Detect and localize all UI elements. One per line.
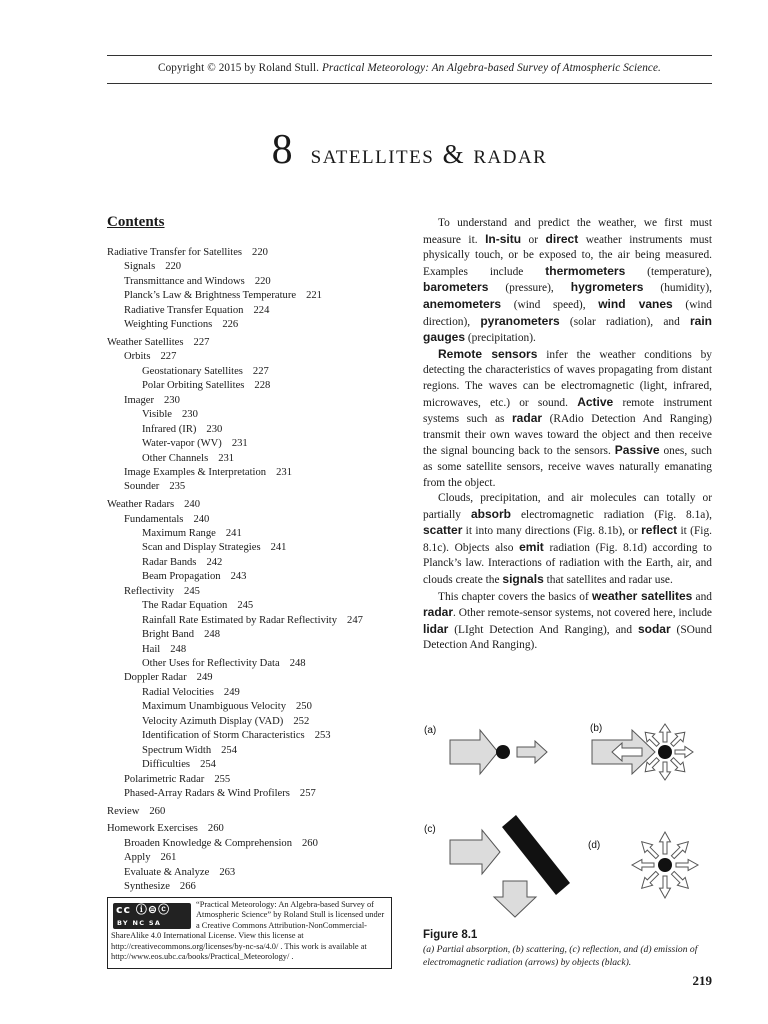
toc-entry <box>142 453 234 464</box>
toc-entry-page: 227 <box>193 336 210 348</box>
text-run: (LIght Detection And Ranging), and <box>448 623 638 636</box>
toc-entry-page: 243 <box>230 571 247 583</box>
toc-entry-page: 254 <box>221 744 238 756</box>
toc-entry <box>142 366 269 377</box>
toc-entry <box>124 586 200 597</box>
toc-entry <box>107 499 200 510</box>
toc-entry <box>142 571 246 582</box>
toc-entry-title: Scan and Display Strategies <box>142 542 261 554</box>
toc-entry <box>124 788 316 799</box>
toc-entry-title: Geostationary Satellites <box>142 365 243 377</box>
intro-paragraph-3 <box>423 491 712 589</box>
transmitted-arrow-a <box>517 741 547 763</box>
toc-entry-page: 257 <box>299 788 316 799</box>
toc-entry <box>124 319 238 330</box>
text-run: ones, such as some satellite sensors, receive waves naturally emanating from the object. <box>423 445 712 489</box>
toc-entry <box>124 467 292 478</box>
toc-entry-title: Doppler Radar <box>124 672 187 684</box>
toc-entry <box>124 672 213 683</box>
radiation-arrow <box>632 860 654 871</box>
toc-entry-title: Evaluate & Analyze <box>124 866 210 878</box>
figure-label-a: (a) <box>424 725 437 736</box>
toc-entry-title: Broaden Knowledge & Comprehension <box>124 837 292 849</box>
toc-entry-page: 240 <box>184 499 200 510</box>
toc-entry <box>124 305 269 316</box>
text-run: it into many directions (Fig. 8.1b), or <box>462 525 642 538</box>
toc-entry <box>142 542 286 553</box>
toc-entry-page: 230 <box>164 394 180 406</box>
toc-entry-title: Radiative Transfer Equation <box>124 304 244 316</box>
header-rule-top <box>107 55 712 56</box>
figure-caption-text: (a) Partial absorption, (b) scattering, (c) reflection, and (d) emission of electromagnetic radiation (arrows) by objects (black). <box>423 944 698 968</box>
toc-entry-page: 228 <box>254 380 271 392</box>
toc-entry-title: Orbits <box>124 351 151 363</box>
text-run: (precipitation). <box>465 332 536 345</box>
toc-entry-title: Imager <box>124 394 154 406</box>
bold-term: direct <box>545 231 579 246</box>
license-text: “Practical Meteorology: An Algebra-based Survey of Atmospheric Science” by Roland Stull is licensed under a Creative Commons Attribution-NonCommercial-ShareAlike 4.0 International License. View this license at http://creativecommons.org/licenses/by-nc-sa/4.0/ . This work is available at http://www.eos.ubc.ca/books/Practical_Meteorology/ . <box>111 900 385 962</box>
toc-entry <box>142 701 312 712</box>
text-run: that satellites and radar use. <box>543 574 673 587</box>
toc-entry <box>142 687 240 698</box>
toc-entry-page: 254 <box>200 759 216 771</box>
toc-entry <box>124 395 180 406</box>
text-run: (wind direction), <box>423 298 712 328</box>
bold-term: radar <box>423 605 454 620</box>
toc-entry-title: Sounder <box>124 481 160 493</box>
toc-entry-page: 263 <box>219 866 236 878</box>
radiation-arrow <box>660 832 671 854</box>
intro-paragraph-1 <box>423 216 712 347</box>
bold-term: reflect <box>641 523 678 538</box>
cc-badge-terms: BY NC SA <box>117 918 162 927</box>
toc-entry <box>124 276 271 287</box>
toc-entry-page: 252 <box>293 715 310 727</box>
toc-entry <box>142 409 198 420</box>
toc-entry-title: The Radar Equation <box>142 600 228 612</box>
toc-entry <box>124 261 181 272</box>
toc-entry-page: 248 <box>170 643 187 655</box>
text-run: (RAdio Detection And Ranging) transmit their own waves toward the object and then receive the signal bouncing back to the sensors. <box>423 413 712 458</box>
panel-b-scattering <box>592 724 693 780</box>
toc-entry <box>142 380 270 391</box>
toc-entry-page: 227 <box>160 351 177 363</box>
bold-term: Remote sensors <box>438 346 538 361</box>
toc-entry <box>107 806 165 817</box>
radiation-arrow <box>642 871 659 888</box>
toc-entry-page: 240 <box>193 513 210 525</box>
bold-term: hygrometers <box>570 280 644 295</box>
text-run: (pressure), <box>488 282 571 295</box>
toc-entry-page: 231 <box>276 466 292 478</box>
toc-entry-title: Reflectivity <box>124 585 175 597</box>
text-run: radiation (Fig. 8.1d) according to Planck’s law. Interactions of radiation with the Earth, air, and clouds create the <box>423 541 712 587</box>
toc-entry <box>124 774 230 785</box>
chapter-number: 8 <box>271 127 293 173</box>
bold-term: thermometers <box>545 263 626 278</box>
toc-entry-page: 248 <box>204 629 220 641</box>
toc-entry <box>124 351 176 362</box>
toc-entry-title: Radar Bands <box>142 556 197 568</box>
bold-term: sodar <box>637 621 671 636</box>
toc-entry-page: 224 <box>253 304 270 316</box>
text-run: and <box>692 590 712 603</box>
figure-caption-title: Figure 8.1 <box>423 929 478 941</box>
license-box <box>107 897 392 969</box>
toc-entry <box>142 600 253 611</box>
toc-entry <box>142 615 363 626</box>
toc-entry <box>124 852 176 863</box>
panel-a-absorption <box>450 730 547 774</box>
figure-label-b: (b) <box>590 723 603 734</box>
toc-entry-title: Apply <box>124 852 151 864</box>
toc-entry-page: 260 <box>149 805 166 817</box>
bold-term: signals <box>502 572 544 587</box>
toc-entry-page: 255 <box>214 773 231 785</box>
bold-term: weather satellites <box>591 588 693 603</box>
toc-entry-page: 241 <box>270 542 287 554</box>
text-run: remote instrument systems such as <box>423 396 712 426</box>
toc-entry <box>142 528 242 539</box>
book-title: Practical Meteorology: An Algebra-based Survey of Atmospheric Science. <box>321 62 661 74</box>
bold-term: wind vanes <box>598 296 673 311</box>
toc-entry-page: 241 <box>225 527 242 539</box>
incoming-arrow-a <box>450 730 498 774</box>
toc-entry-title: Other Channels <box>142 452 209 464</box>
text-run: or <box>521 233 546 246</box>
toc-entry <box>142 438 248 449</box>
toc-entry <box>124 290 322 301</box>
toc-entry <box>124 867 235 878</box>
toc-entry-title: Weather Radars <box>107 499 175 510</box>
chapter-name: satellites & radar <box>310 139 548 169</box>
toc-entry-title: Spectrum Width <box>142 744 212 756</box>
toc-entry <box>107 337 209 348</box>
toc-entry-title: Bright Band <box>142 629 195 641</box>
bold-term: emit <box>519 539 544 554</box>
bold-term: barometers <box>423 280 489 295</box>
toc-entry-title: Planck’s Law & Brightness Temperature <box>124 290 297 302</box>
text-run: To understand and predict the weather, we first must measure it. <box>423 217 712 246</box>
text-run: infer the weather conditions by detecting the characteristics of waves propagating from distant regions. The waves can be electromagnetic (light, infrared, microwaves, etc.) or sound. <box>423 348 712 409</box>
toc-entry-page: 231 <box>231 438 248 449</box>
copyright-prefix: Copyright © 2015 by Roland Stull. <box>158 62 320 74</box>
copyright-line <box>107 62 712 74</box>
toc-entry-page: 260 <box>302 837 318 849</box>
toc-entry-title: Beam Propagation <box>142 571 221 583</box>
figure-8-1 <box>420 715 720 920</box>
text-run: This chapter covers the basics of <box>438 590 592 603</box>
intro-paragraph-2 <box>423 347 712 491</box>
cc-license-badge <box>113 903 191 929</box>
toc-entry-title: Radiative Transfer for Satellites <box>107 247 243 258</box>
toc-entry-title: Homework Exercises <box>107 823 198 835</box>
toc-entry-page: 242 <box>206 556 223 568</box>
radiation-arrow <box>660 762 671 780</box>
radiation-arrow <box>660 724 671 742</box>
toc-entry <box>142 745 237 756</box>
toc-entry-page: 220 <box>252 247 268 258</box>
toc-entry-title: Difficulties <box>142 759 191 771</box>
toc-entry <box>124 481 185 492</box>
toc-entry-page: 235 <box>169 481 186 493</box>
radiation-arrow <box>671 842 688 859</box>
toc-entry <box>142 424 222 435</box>
toc-entry-title: Phased-Array Radars & Wind Profilers <box>124 788 290 799</box>
radiation-arrow <box>671 758 685 772</box>
toc-entry-title: Review <box>107 805 140 817</box>
toc-entry <box>124 881 196 892</box>
toc-entry-title: Radial Velocities <box>142 686 214 698</box>
toc-entry-page: 249 <box>223 686 240 698</box>
toc-entry <box>107 823 224 834</box>
toc-entry-title: Weather Satellites <box>107 336 184 348</box>
text-run: (solar radiation), and <box>559 315 690 328</box>
toc-entry-title: Maximum Range <box>142 527 216 539</box>
radiation-arrow <box>676 860 698 871</box>
intro-body-text <box>423 216 712 654</box>
radiation-arrow <box>675 747 693 758</box>
radiation-arrow <box>660 876 671 898</box>
toc-entry-page: 247 <box>347 614 363 626</box>
reflected-arrow-c <box>494 881 536 917</box>
toc-entry-title: Weighting Functions <box>124 319 213 331</box>
toc-entry <box>142 644 186 655</box>
text-run: weather instruments must physically touch, or be exposed to, the air being measured. Examples include <box>423 233 712 278</box>
text-run: . Other remote-sensor systems, not covered here, include <box>453 607 712 620</box>
text-run: (humidity), <box>643 282 712 295</box>
bold-term: In-situ <box>485 231 522 246</box>
toc-entry <box>142 629 220 640</box>
bold-term: Active <box>577 394 614 409</box>
incoming-arrow-c <box>450 830 500 874</box>
intro-paragraph-4 <box>423 589 712 654</box>
figure-label-d: (d) <box>588 840 601 851</box>
object-dot-a <box>496 745 510 759</box>
radiation-arrow <box>671 871 688 888</box>
toc-entry-page: 230 <box>181 409 198 421</box>
toc-entry-page: 248 <box>289 658 306 669</box>
toc-entry-title: Hail <box>142 643 161 655</box>
toc-entry-title: Rainfall Rate Estimated by Radar Reflectivity <box>142 614 338 626</box>
toc-entry-page: 221 <box>306 290 322 302</box>
bold-term: anemometers <box>423 296 502 311</box>
toc-entry <box>142 658 306 669</box>
bold-term: radar <box>512 411 543 426</box>
toc-entry-title: Polar Orbiting Satellites <box>142 380 245 392</box>
bold-term: absorb <box>470 506 511 521</box>
panel-c-reflection <box>450 815 570 917</box>
toc-entry-title: Velocity Azimuth Display (VAD) <box>142 715 284 727</box>
toc-entry <box>142 716 309 727</box>
toc-entry-title: Visible <box>142 409 172 421</box>
bold-term: Passive <box>614 443 660 458</box>
toc-entry-page: 245 <box>237 600 254 612</box>
toc-entry <box>107 247 268 258</box>
object-dot-b <box>658 745 672 759</box>
toc-entry-title: Polarimetric Radar <box>124 773 205 785</box>
toc-entry-page: 245 <box>184 585 200 597</box>
toc-entry-page: 231 <box>218 452 235 464</box>
toc-entry-page: 250 <box>296 701 312 713</box>
text-run: it (Fig. 8.1c). Objects also <box>423 525 712 554</box>
header-rule-bottom <box>107 83 712 84</box>
toc-entry-title: Signals <box>124 261 156 273</box>
toc-entry-page: 260 <box>207 823 224 835</box>
object-dot-d <box>658 858 672 872</box>
page-number: 219 <box>692 973 712 988</box>
toc-entry-page: 220 <box>165 261 182 273</box>
cc-badge-symbols: cc ⓘ⊜ⓒ <box>116 903 171 916</box>
toc-entry <box>142 759 216 770</box>
toc-entry-page: 266 <box>179 881 196 893</box>
figure-label-c: (c) <box>424 824 436 835</box>
text-run: (temperature), <box>625 265 713 278</box>
toc-heading: Contents <box>107 214 165 230</box>
bold-term: pyranometers <box>480 313 560 328</box>
toc-entry-title: Fundamentals <box>124 513 184 525</box>
bold-term: lidar <box>423 621 449 636</box>
toc-entry-page: 220 <box>254 275 271 287</box>
toc-entry-title: Maximum Unambiguous Velocity <box>142 701 286 713</box>
toc-entry-page: 227 <box>252 365 269 377</box>
radiation-arrow <box>671 732 685 746</box>
toc-entry-title: Infrared (IR) <box>142 423 197 435</box>
toc-entry <box>142 557 222 568</box>
toc-entry-title: Transmittance and Windows <box>124 275 245 287</box>
toc-entry-title: Image Examples & Interpretation <box>124 466 267 478</box>
toc-entry-page: 226 <box>222 319 239 331</box>
toc-entry-page: 249 <box>196 672 213 684</box>
text-run: (wind speed), <box>501 298 599 311</box>
bold-term: scatter <box>423 523 463 538</box>
toc-entry-page: 253 <box>314 730 331 742</box>
text-run: electromagnetic radiation (Fig. 8.1a), <box>510 508 712 521</box>
bold-term: rain gauges <box>423 313 712 345</box>
toc-entry-page: 261 <box>160 852 177 864</box>
toc-entry-title: Identification of Storm Characteristics <box>142 730 305 742</box>
toc-entry-title: Other Uses for Reflectivity Data <box>142 658 280 669</box>
panel-d-emission <box>632 832 698 898</box>
toc-entry-title: Water-vapor (WV) <box>142 438 222 449</box>
toc-entry <box>142 730 331 741</box>
toc-entry <box>124 514 209 525</box>
chapter-title <box>107 126 712 174</box>
text-run: Clouds, precipitation, and air molecules can totally or partially <box>423 492 712 521</box>
text-run: (SOund Detection And Ranging). <box>423 623 712 652</box>
toc-entry-title: Synthesize <box>124 881 170 893</box>
toc-entry <box>124 838 318 849</box>
toc-entry-page: 230 <box>206 423 223 435</box>
radiation-arrow <box>642 842 659 859</box>
